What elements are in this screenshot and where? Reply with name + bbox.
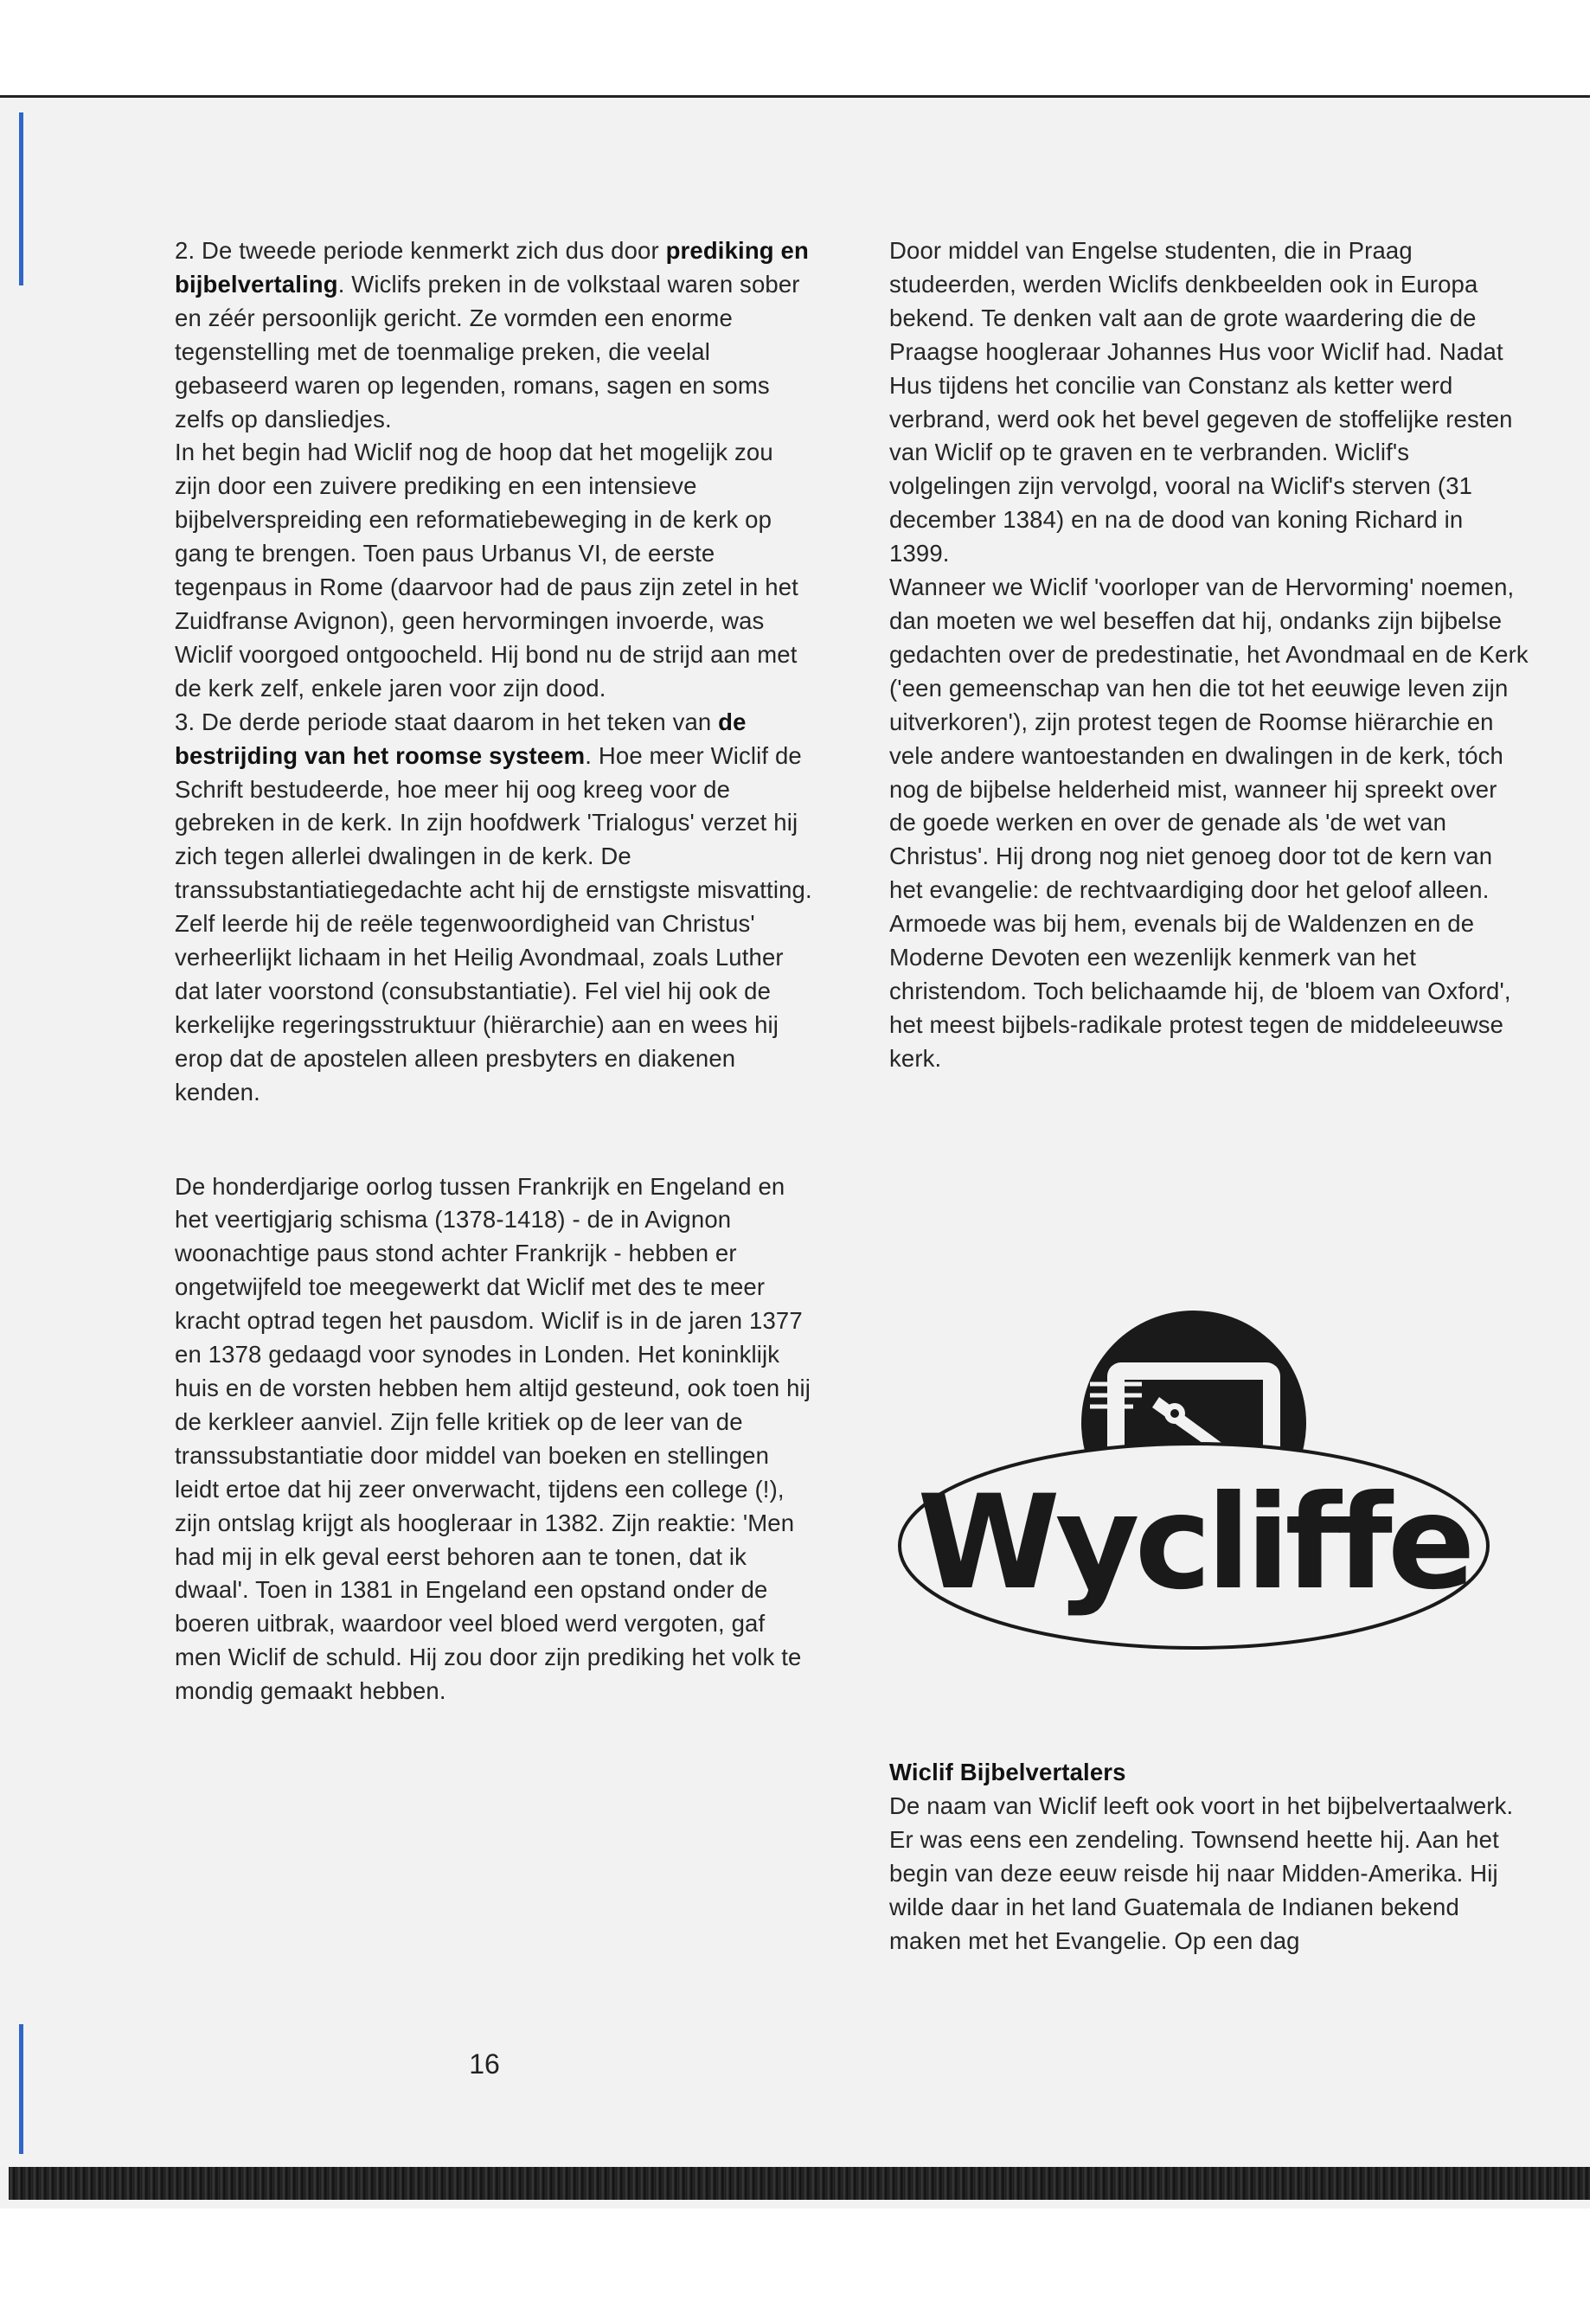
logo-text: Wycliffe <box>917 1468 1471 1618</box>
paragraph <box>175 706 815 1110</box>
paragraph <box>175 234 815 436</box>
bold-phrase: de bestrijding van het roomse systeem <box>175 708 747 769</box>
paragraph: In het begin had Wiclif nog de hoop dat het mogelijk zou zijn door een zuivere prediking en een intensieve bijbelverspreiding een reformatiebeweging in de kerk op gang te brengen. Toen paus Urbanus VI, de eerste tegenpaus in Rome (daarvoor had de paus zijn zetel in het Zuidfranse Avignon), geen hervormingen invoerde, was Wiclif voorgoed ontgoocheld. Hij bond nu de strijd aan met de kerk zelf, enkele jaren voor zijn dood. <box>175 439 798 702</box>
section-heading <box>889 1756 1529 1790</box>
paragraph-text: 2. De tweede periode kenmerkt zich dus door <box>175 237 666 264</box>
wycliffe-logo <box>882 1293 1505 1674</box>
paragraph: Door middel van Engelse studenten, die in Praag studeerden, werden Wiclifs denkbeelden ook in Europa bekend. Te denken valt aan de grote waardering die de Praagse hoogleraar Johannes Hus voor Wiclif had. Nadat Hus tijdens het concilie van Constanz als ketter werd verbrand, werd ook het bevel gegeven de stoffelijke resten van Wiclif op te graven en te verbranden. Wiclif's volgelingen zijn vervolgd, vooral na Wiclif's sterven (31 december 1384) en na de dood van koning Richard in 1399. <box>889 237 1513 567</box>
paragraph-text: 3. De derde periode staat daarom in het teken van <box>175 708 719 735</box>
paragraph: De naam van Wiclif leeft ook voort in het bijbelvertaalwerk. Er was eens een zendeling. Townsend heette hij. Aan het begin van deze eeuw reisde hij naar Midden-Amerika. Hij wilde daar in het land Guatemala de Indianen bekend maken met het Evangelie. Op een dag <box>889 1791 1514 1954</box>
paragraph: De honderdjarige oorlog tussen Frankrijk en Engeland en het veertigjarig schisma (1378-1418) - de in Avignon woonachtige paus stond achter Frankrijk - hebben er ongetwijfeld toe meegewerkt dat Wiclif met des te meer kracht optrad tegen het pausdom. Wiclif is in de jaren 1377 en 1378 gedaagd voor synodes in Londen. Het koninklijk huis en de vorsten hebben hem altijd gesteund, ook toen hij de kerkleer aanviel. Zijn felle kritiek op de leer van de transsubstantiatie door middel van boeken en stellingen leidt ertoe dat hij zeer onverwacht, tijdens een college (!), zijn ontslag krijgt als hoogleraar in 1382. Zijn reaktie: 'Men had mij in elk geval eerst behoren aan te tonen, dat ik dwaal'. Toen in 1381 in Engeland een opstand onder de boeren uitbrak, waardoor veel bloed werd vergoten, gaf men Wiclif de schuld. Hij zou door zijn prediking het volk te mondig gemaakt hebben. <box>175 1172 811 1705</box>
paragraph: Wanneer we Wiclif 'voorloper van de Hervorming' noemen, dan moeten we wel beseffen dat hij, ondanks zijn bijbelse gedachten over de predestinatie, het Avondmaal en de Kerk ('een gemeenschap van hen die tot het eeuwige leven zijn uitverkoren'), zijn protest tegen de Roomse hiërarchie en vele andere wantoestanden en dwalingen in de kerk, tóch nog de bijbelse helderheid mist, wanneer hij spreekt over de goede werken en over de genade als 'de wet van Christus'. Hij drong nog niet genoeg door tot de kern van het evangelie: de rechtvaardiging door het geloof alleen. <box>889 574 1529 904</box>
page-number: 16 <box>469 2048 500 2080</box>
paragraph-text: . Wiclifs preken in de volkstaal waren sober en zéér persoonlijk gericht. Ze vormden een enorme tegenstelling met de toenmalige preken, die veelal gebaseerd waren op legenden, romans, sagen en soms zelfs op dansliedjes. <box>175 270 800 433</box>
binding-mark <box>19 2024 23 2154</box>
wiclif-bijbelvertalers-section <box>889 1756 1529 1958</box>
section-heading-text: Wiclif Bijbelvertalers <box>889 1759 1126 1785</box>
bold-phrase: prediking en bijbelvertaling <box>175 237 809 298</box>
scan-edge-strip <box>9 2167 1590 2200</box>
left-column <box>175 234 815 1708</box>
binding-mark <box>19 112 23 285</box>
paragraph-text: . Hoe meer Wiclif de Schrift bestudeerde, hoe meer hij oog kreeg voor de gebreken in de kerk. In zijn hoofdwerk 'Trialogus' verzet hij zich tegen allerlei dwalingen in de kerk. De transsubstantiatiegedachte acht hij de ernstigste misvatting. Zelf leerde hij de reële tegenwoordigheid van Christus' verheerlijkt lichaam in het Heilig Avondmaal, zoals Luther dat later voorstond (consubstantiatie). Fel viel hij ook de kerkelijke regeringsstruktuur (hiërarchie) aan en wees hij erop dat de apostelen alleen presbyters en diakenen kenden. <box>175 741 812 1106</box>
paragraph: Armoede was bij hem, evenals bij de Waldenzen en de Moderne Devoten een wezenlijk kenmerk van het christendom. Toch belichaamde hij, de 'bloem van Oxford', het meest bijbels-radikale protest tegen de middeleeuwse kerk. <box>889 910 1511 1072</box>
right-column <box>889 234 1529 1076</box>
